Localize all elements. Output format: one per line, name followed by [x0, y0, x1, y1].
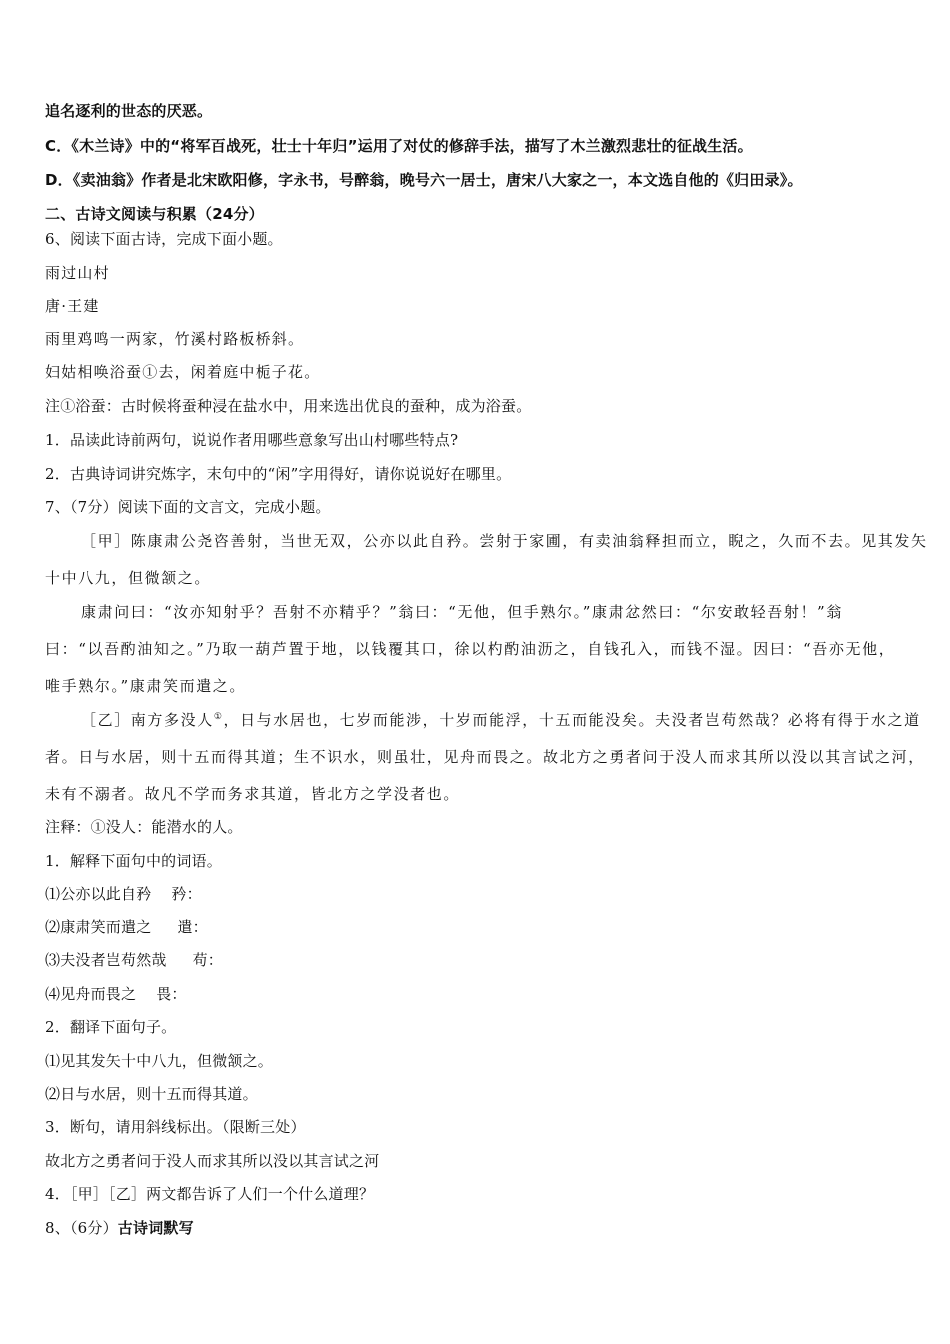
passage-jia-line-1: ［甲］陈康肃公尧咨善射，当世无双，公亦以此自矜。尝射于家圃，有卖油翁释担而立，睨之，久而不去。见其发矢 [81, 532, 928, 550]
q8-heading [45, 1218, 194, 1238]
sub2-item-2: ⑵日与水居，则十五而得其道。 [45, 1085, 258, 1103]
q6-question-2: 2．古典诗词讲究炼字，末句中的“闲”字用得好，请你说说好在哪里。 [45, 465, 512, 483]
q6-note: 注①浴蚕：古时候将蚕种浸在盐水中，用来选出优良的蚕种，成为浴蚕。 [45, 397, 532, 415]
sub2-title: 2．翻译下面句子。 [45, 1018, 177, 1036]
q8-title: 古诗词默写 [117, 1219, 194, 1237]
item-number: ⑶ [45, 951, 61, 969]
sub2-item-1: ⑴见其发矢十中八九，但微颔之。 [45, 1052, 274, 1070]
passage-jia2-line-2: 曰：“以吾酌油知之。”乃取一葫芦置于地，以钱覆其口，徐以杓酌油沥之，自钱孔入，而钱不湿。因曰：“吾亦无他， [45, 640, 896, 658]
poem-author: 唐·王建 [45, 297, 100, 315]
q7-note: 注释：①没人：能潜水的人。 [45, 818, 243, 836]
q7-prompt: 7、（7分）阅读下面的文言文，完成小题。 [45, 498, 331, 516]
item-sentence: 公亦以此自矜 [60, 885, 152, 903]
item-number: ⑷ [45, 985, 61, 1003]
option-c: C．《木兰诗》中的“将军百战死，壮士十年归”运用了对仗的修辞手法，描写了木兰激烈悲壮的征战生活。 [45, 137, 753, 155]
sub1-item-3 [45, 950, 223, 970]
q6-question-1: 1．品读此诗前两句，说说作者用哪些意象写出山村哪些特点? [45, 431, 459, 449]
passage-yi-line-3: 未有不溺者。故凡不学而务求其道，皆北方之学没者也。 [45, 785, 461, 803]
passage-yi-rest: ，日与水居也，七岁而能涉，十岁而能浮，十五而能没矣。夫没者岂苟然哉？必将有得于水之道 [223, 711, 921, 729]
sub4-title: 4．［甲］［乙］两文都告诉了人们一个什么道理？ [45, 1185, 375, 1203]
option-b-continuation: 追名逐利的世态的厌恶。 [45, 102, 213, 120]
passage-jia-line-2: 十中八九，但微颔之。 [45, 569, 212, 587]
sub1-item-2 [45, 917, 208, 937]
item-number: ⑴ [45, 885, 61, 903]
passage-jia2-line-1: 康肃问曰：“汝亦知射乎？吾射不亦精乎？”翁曰：“无他，但手熟尔。”康肃忿然曰：“尔安敢轻吾射！”翁 [81, 603, 843, 621]
item-word: 矜： [171, 885, 202, 903]
option-d: D．《卖油翁》作者是北宋欧阳修，字永书，号醉翁，晚号六一居士，唐宋八大家之一，本文选自他的《归田录》。 [45, 171, 803, 189]
sub3-title: 3．断句，请用斜线标出。（限断三处） [45, 1118, 306, 1136]
sub1-title: 1．解释下面句中的词语。 [45, 852, 222, 870]
sub3-sentence: 故北方之勇者问于没人而求其所以没以其言试之河 [45, 1152, 380, 1170]
section-two-heading: 二、古诗文阅读与积累（24分） [45, 205, 264, 223]
footnote-marker: ① [213, 712, 224, 722]
q6-prompt: 6、阅读下面古诗，完成下面小题。 [45, 230, 283, 248]
q8-prefix: 8、（6分） [45, 1219, 118, 1237]
item-sentence: 夫没者岂苟然哉 [60, 951, 167, 969]
poem-title: 雨过山村 [45, 264, 110, 282]
item-word: 畏： [156, 985, 187, 1003]
poem-line-2: 妇姑相唤浴蚕①去，闲着庭中栀子花。 [45, 363, 321, 381]
item-word: 遣： [177, 918, 208, 936]
poem-line-1: 雨里鸡鸣一两家，竹溪村路板桥斜。 [45, 330, 305, 348]
passage-yi-line-1 [81, 710, 921, 730]
item-number: ⑵ [45, 918, 61, 936]
sub1-item-4 [45, 984, 187, 1004]
item-word: 苟： [192, 951, 224, 969]
passage-jia2-line-3: 唯手熟尔。”康肃笑而遣之。 [45, 677, 246, 695]
item-sentence: 见舟而畏之 [60, 985, 137, 1003]
sub1-item-1 [45, 884, 202, 904]
passage-yi-start: ［乙］南方多没人 [81, 711, 214, 729]
passage-yi-line-2: 者。日与水居，则十五而得其道；生不识水，则虽壮，见舟而畏之。故北方之勇者问于没人而求其所以没以其言试之河， [45, 748, 925, 766]
item-sentence: 康肃笑而遣之 [60, 918, 152, 936]
